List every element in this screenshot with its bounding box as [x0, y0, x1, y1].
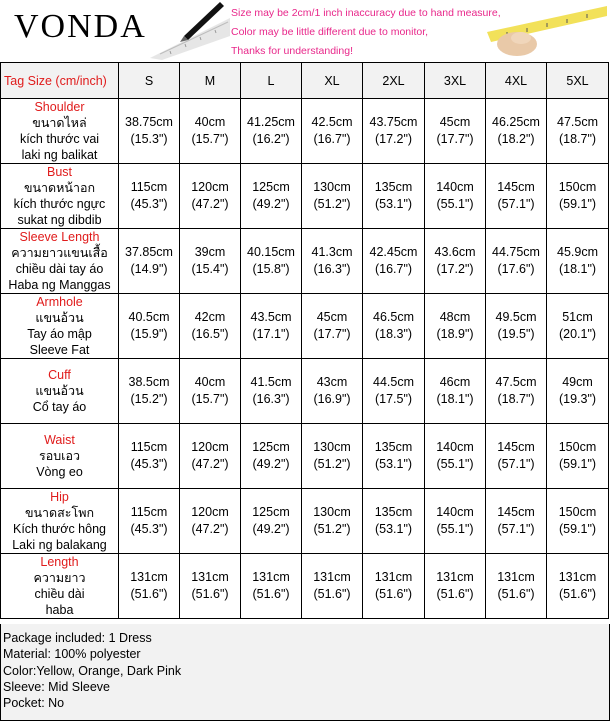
measurement-value — [547, 294, 609, 359]
measurement-translation: ขนาดไหล่ — [32, 116, 87, 130]
value-inch: (49.2") — [252, 522, 290, 536]
measurement-value — [119, 554, 180, 619]
value-cm: 120cm — [191, 180, 229, 194]
value-cm: 43cm — [316, 375, 348, 389]
measurement-value — [119, 359, 180, 424]
detail-package: Package included: 1 Dress — [3, 631, 152, 645]
measurement-value — [241, 164, 302, 229]
measurement-value — [363, 359, 425, 424]
value-cm: 135cm — [374, 180, 413, 194]
value-inch: (53.1") — [374, 457, 413, 471]
value-inch: (20.1") — [558, 327, 597, 341]
measurement-value — [119, 164, 180, 229]
measurement-translation: laki ng balikat — [21, 148, 98, 162]
brand-logo: VONDA — [14, 8, 147, 45]
measurement-value — [363, 489, 425, 554]
measurement-row — [1, 294, 609, 359]
measurement-value — [363, 164, 425, 229]
measurement-translation: ขนาดสะโพก — [24, 506, 95, 520]
value-cm: 140cm — [436, 180, 474, 194]
value-inch: (18.1") — [436, 392, 474, 406]
measurement-value — [241, 99, 302, 164]
measurement-translation: ความยาว — [33, 571, 86, 585]
measurement-label — [1, 164, 119, 229]
measurement-translation: Sleeve Fat — [29, 343, 90, 357]
measurement-label — [1, 294, 119, 359]
measurement-value — [302, 294, 363, 359]
measurement-translation: Kích thước hông — [12, 522, 106, 536]
value-inch: (45.3") — [130, 522, 168, 536]
measurement-value — [425, 554, 486, 619]
value-cm: 48cm — [439, 310, 471, 324]
value-inch: (16.9") — [313, 392, 351, 406]
value-inch: (17.7") — [313, 327, 351, 341]
measurement-label — [1, 424, 119, 489]
measurement-row — [1, 359, 609, 424]
value-cm: 41.5cm — [250, 375, 292, 389]
value-inch: (17.1") — [252, 327, 290, 341]
detail-pocket: Pocket: No — [3, 696, 65, 711]
value-inch: (47.2") — [191, 457, 229, 471]
value-inch: (18.3") — [374, 327, 413, 341]
measurement-value — [302, 229, 363, 294]
measurement-value — [486, 229, 547, 294]
measurement-value — [425, 164, 486, 229]
value-inch: (14.9") — [130, 262, 168, 276]
measurement-value — [425, 489, 486, 554]
measurement-value — [486, 554, 547, 619]
measurement-value — [119, 294, 180, 359]
size-header-3xl: 3XL — [425, 63, 486, 99]
measurement-value — [302, 164, 363, 229]
value-inch: (16.3") — [252, 392, 290, 406]
measurement-value — [119, 489, 180, 554]
value-cm: 131cm — [558, 570, 597, 584]
measurement-value — [547, 489, 609, 554]
value-inch: (49.2") — [252, 197, 290, 211]
measurement-value — [241, 294, 302, 359]
value-cm: 130cm — [313, 180, 351, 194]
measuring-tape-icon — [487, 2, 607, 60]
measurement-translation: Tay áo mập — [27, 327, 92, 341]
value-cm: 150cm — [558, 505, 597, 519]
value-inch: (47.2") — [191, 522, 229, 536]
measurement-value — [486, 164, 547, 229]
value-cm: 130cm — [313, 440, 351, 454]
size-header-l: L — [241, 63, 302, 99]
value-inch: (15.3") — [130, 132, 168, 146]
measurement-value — [425, 359, 486, 424]
size-header-2xl: 2XL — [363, 63, 425, 99]
value-cm: 37.85cm — [125, 245, 173, 259]
value-cm: 42cm — [194, 310, 226, 324]
value-inch: (57.1") — [497, 197, 535, 211]
detail-material: Material: 100% polyester — [3, 647, 141, 662]
value-cm: 41.3cm — [311, 245, 353, 259]
value-cm: 145cm — [497, 440, 535, 454]
value-inch: (15.8") — [252, 262, 290, 276]
detail-sleeve: Sleeve: Mid Sleeve — [3, 679, 111, 694]
measurement-value — [119, 229, 180, 294]
value-cm: 46cm — [439, 375, 471, 389]
value-cm: 125cm — [252, 180, 290, 194]
value-cm: 131cm — [313, 570, 351, 584]
measurement-label — [1, 99, 119, 164]
value-cm: 115cm — [130, 440, 168, 454]
measurement-value — [180, 424, 241, 489]
measurement-value — [363, 424, 425, 489]
size-header-5xl: 5XL — [547, 63, 609, 99]
value-cm: 131cm — [252, 570, 290, 584]
value-cm: 43.5cm — [250, 310, 292, 324]
measurement-value — [241, 424, 302, 489]
value-cm: 42.5cm — [311, 115, 353, 129]
measurement-value — [241, 359, 302, 424]
value-inch: (57.1") — [497, 522, 535, 536]
value-cm: 140cm — [436, 505, 474, 519]
value-inch: (51.6") — [313, 587, 351, 601]
measurement-translation: kích thước vai — [19, 132, 100, 146]
value-inch: (59.1") — [558, 457, 597, 471]
value-cm: 46.5cm — [373, 310, 414, 324]
value-inch: (17.5") — [374, 392, 413, 406]
measurement-translation: kích thước ngực — [13, 197, 106, 211]
size-header-m: M — [180, 63, 241, 99]
size-header-s: S — [119, 63, 180, 99]
value-inch: (51.6") — [558, 587, 597, 601]
measurement-value — [486, 489, 547, 554]
measurement-name: Bust — [46, 165, 72, 179]
value-cm: 145cm — [497, 180, 535, 194]
value-inch: (16.5") — [191, 327, 229, 341]
value-cm: 131cm — [497, 570, 535, 584]
value-inch: (51.6") — [497, 587, 535, 601]
measurement-translation: ความยาวแขนเสื้อ — [11, 246, 108, 260]
value-cm: 40.5cm — [128, 310, 170, 324]
value-cm: 42.45cm — [369, 245, 418, 259]
measurement-translation: แขนอ้วน — [35, 311, 84, 325]
measurement-value — [547, 424, 609, 489]
measurement-value — [180, 359, 241, 424]
measurement-name: Cuff — [48, 368, 71, 382]
measurement-row — [1, 424, 609, 489]
measurement-value — [486, 294, 547, 359]
value-inch: (59.1") — [558, 197, 597, 211]
value-inch: (17.6") — [497, 262, 535, 276]
header — [0, 0, 610, 62]
value-inch: (17.2") — [436, 262, 474, 276]
measurement-name: Shoulder — [34, 100, 85, 114]
value-cm: 38.5cm — [128, 375, 170, 389]
value-cm: 44.5cm — [373, 375, 414, 389]
measurement-value — [241, 229, 302, 294]
measurement-value — [180, 294, 241, 359]
measurement-value — [180, 99, 241, 164]
size-chart-table — [0, 62, 609, 619]
value-inch: (18.7") — [558, 132, 597, 146]
measurement-value — [425, 294, 486, 359]
value-cm: 51cm — [562, 310, 593, 324]
measurement-name: Armhole — [36, 295, 83, 309]
note-line: Thanks for understanding! — [231, 45, 353, 57]
value-cm: 131cm — [191, 570, 229, 584]
measurement-value — [547, 164, 609, 229]
value-cm: 115cm — [130, 180, 168, 194]
value-inch: (51.6") — [130, 587, 168, 601]
measurement-value — [486, 424, 547, 489]
value-cm: 120cm — [191, 440, 229, 454]
value-cm: 140cm — [436, 440, 474, 454]
measurement-row — [1, 489, 609, 554]
measurement-value — [363, 294, 425, 359]
value-cm: 131cm — [374, 570, 413, 584]
measurement-name: Sleeve Length — [19, 230, 100, 244]
value-inch: (16.7") — [313, 132, 351, 146]
value-inch: (51.2") — [313, 522, 351, 536]
value-cm: 49.5cm — [495, 310, 537, 324]
measurement-value — [486, 99, 547, 164]
measurement-value — [302, 99, 363, 164]
product-details — [0, 624, 610, 721]
value-cm: 125cm — [252, 505, 290, 519]
measurement-translation: Haba ng Manggas — [8, 278, 111, 292]
measurement-value — [302, 359, 363, 424]
value-cm: 130cm — [313, 505, 351, 519]
size-header-4xl: 4XL — [486, 63, 547, 99]
measurement-value — [425, 229, 486, 294]
value-cm: 46.25cm — [492, 115, 540, 129]
value-inch: (47.2") — [191, 197, 229, 211]
value-cm: 125cm — [252, 440, 290, 454]
value-inch: (59.1") — [558, 522, 597, 536]
note-line: Color may be little different due to monitor, — [231, 26, 429, 38]
measurement-value — [363, 99, 425, 164]
value-cm: 135cm — [374, 440, 413, 454]
value-cm: 49cm — [562, 375, 593, 389]
measurement-translation: sukat ng dibdib — [17, 213, 102, 227]
value-cm: 40.15cm — [247, 245, 295, 259]
value-cm: 131cm — [436, 570, 474, 584]
value-cm: 150cm — [558, 180, 597, 194]
measurement-value — [302, 489, 363, 554]
value-inch: (51.6") — [374, 587, 413, 601]
measurement-label — [1, 489, 119, 554]
value-cm: 40cm — [194, 375, 226, 389]
value-cm: 45cm — [316, 310, 348, 324]
measurement-name: Length — [40, 555, 79, 569]
measurement-value — [180, 489, 241, 554]
detail-color: Color:Yellow, Orange, Dark Pink — [3, 663, 182, 678]
measurement-label — [1, 229, 119, 294]
measurement-row — [1, 554, 609, 619]
value-cm: 45.9cm — [557, 245, 598, 259]
measurement-value — [425, 99, 486, 164]
value-inch: (18.2") — [497, 132, 535, 146]
value-cm: 41.25cm — [247, 115, 295, 129]
measurement-row — [1, 164, 609, 229]
pen-ruler-icon — [140, 0, 230, 60]
disclaimer-notes — [231, 4, 501, 61]
measurement-name: Hip — [50, 490, 69, 504]
value-cm: 44.75cm — [492, 245, 540, 259]
measurement-name: Waist — [44, 433, 75, 447]
measurement-value — [119, 99, 180, 164]
value-cm: 47.5cm — [495, 375, 537, 389]
value-inch: (51.6") — [252, 587, 290, 601]
value-inch: (16.3") — [313, 262, 351, 276]
tag-size-header: Tag Size (cm/inch) — [1, 63, 119, 99]
value-inch: (57.1") — [497, 457, 535, 471]
measurement-row — [1, 99, 609, 164]
note-line: Size may be 2cm/1 inch inaccuracy due to hand measure, — [231, 7, 501, 19]
measurement-value — [486, 359, 547, 424]
measurement-value — [119, 424, 180, 489]
value-inch: (53.1") — [374, 522, 413, 536]
value-inch: (55.1") — [436, 457, 474, 471]
measurement-value — [547, 99, 609, 164]
measurement-value — [547, 229, 609, 294]
measurement-translation: chiều dài tay áo — [15, 262, 104, 276]
value-cm: 135cm — [374, 505, 413, 519]
measurement-translation: Vòng eo — [36, 465, 83, 479]
value-cm: 115cm — [130, 505, 168, 519]
value-inch: (19.3") — [558, 392, 597, 406]
value-inch: (15.4") — [191, 262, 229, 276]
measurement-row — [1, 229, 609, 294]
measurement-value — [180, 554, 241, 619]
value-cm: 40cm — [194, 115, 226, 129]
measurement-value — [547, 359, 609, 424]
value-cm: 39cm — [194, 245, 226, 259]
value-inch: (53.1") — [374, 197, 413, 211]
value-inch: (16.7") — [374, 262, 413, 276]
measurement-value — [241, 489, 302, 554]
measurement-value — [180, 164, 241, 229]
value-inch: (51.2") — [313, 457, 351, 471]
measurement-label — [1, 359, 119, 424]
value-inch: (18.7") — [497, 392, 535, 406]
measurement-translation: Laki ng balakang — [12, 538, 107, 552]
value-inch: (15.9") — [130, 327, 168, 341]
value-inch: (55.1") — [436, 197, 474, 211]
value-inch: (18.9") — [436, 327, 474, 341]
measurement-value — [425, 424, 486, 489]
measurement-translation: รอบเอว — [39, 449, 80, 463]
value-inch: (16.2") — [252, 132, 290, 146]
measurement-label — [1, 554, 119, 619]
value-inch: (49.2") — [252, 457, 290, 471]
value-inch: (18.1") — [558, 262, 597, 276]
value-inch: (15.2") — [130, 392, 168, 406]
measurement-value — [302, 424, 363, 489]
value-cm: 120cm — [191, 505, 229, 519]
measurement-translation: ขนาดหน้าอก — [23, 181, 96, 195]
value-cm: 45cm — [439, 115, 471, 129]
measurement-value — [363, 229, 425, 294]
measurement-value — [241, 554, 302, 619]
value-inch: (17.2") — [374, 132, 413, 146]
value-cm: 131cm — [130, 570, 168, 584]
size-header-xl: XL — [302, 63, 363, 99]
value-inch: (19.5") — [497, 327, 535, 341]
value-cm: 43.6cm — [434, 245, 476, 259]
measurement-value — [180, 229, 241, 294]
value-inch: (15.7") — [191, 132, 229, 146]
value-inch: (51.6") — [436, 587, 474, 601]
value-cm: 47.5cm — [557, 115, 598, 129]
measurement-translation: chiều dài — [34, 587, 85, 601]
value-inch: (55.1") — [436, 522, 474, 536]
value-inch: (45.3") — [130, 197, 168, 211]
value-cm: 38.75cm — [125, 115, 173, 129]
measurement-translation: haba — [45, 603, 74, 617]
measurement-translation: แขนอ้วน — [35, 384, 84, 398]
value-inch: (51.2") — [313, 197, 351, 211]
value-cm: 43.75cm — [369, 115, 418, 129]
size-header-row — [1, 63, 609, 99]
value-inch: (17.7") — [436, 132, 474, 146]
value-inch: (45.3") — [130, 457, 168, 471]
value-cm: 145cm — [497, 505, 535, 519]
measurement-value — [547, 554, 609, 619]
measurement-value — [363, 554, 425, 619]
value-inch: (15.7") — [191, 392, 229, 406]
measurement-value — [302, 554, 363, 619]
measurement-translation: Cổ tay áo — [32, 400, 87, 414]
value-cm: 150cm — [558, 440, 597, 454]
value-inch: (51.6") — [191, 587, 229, 601]
